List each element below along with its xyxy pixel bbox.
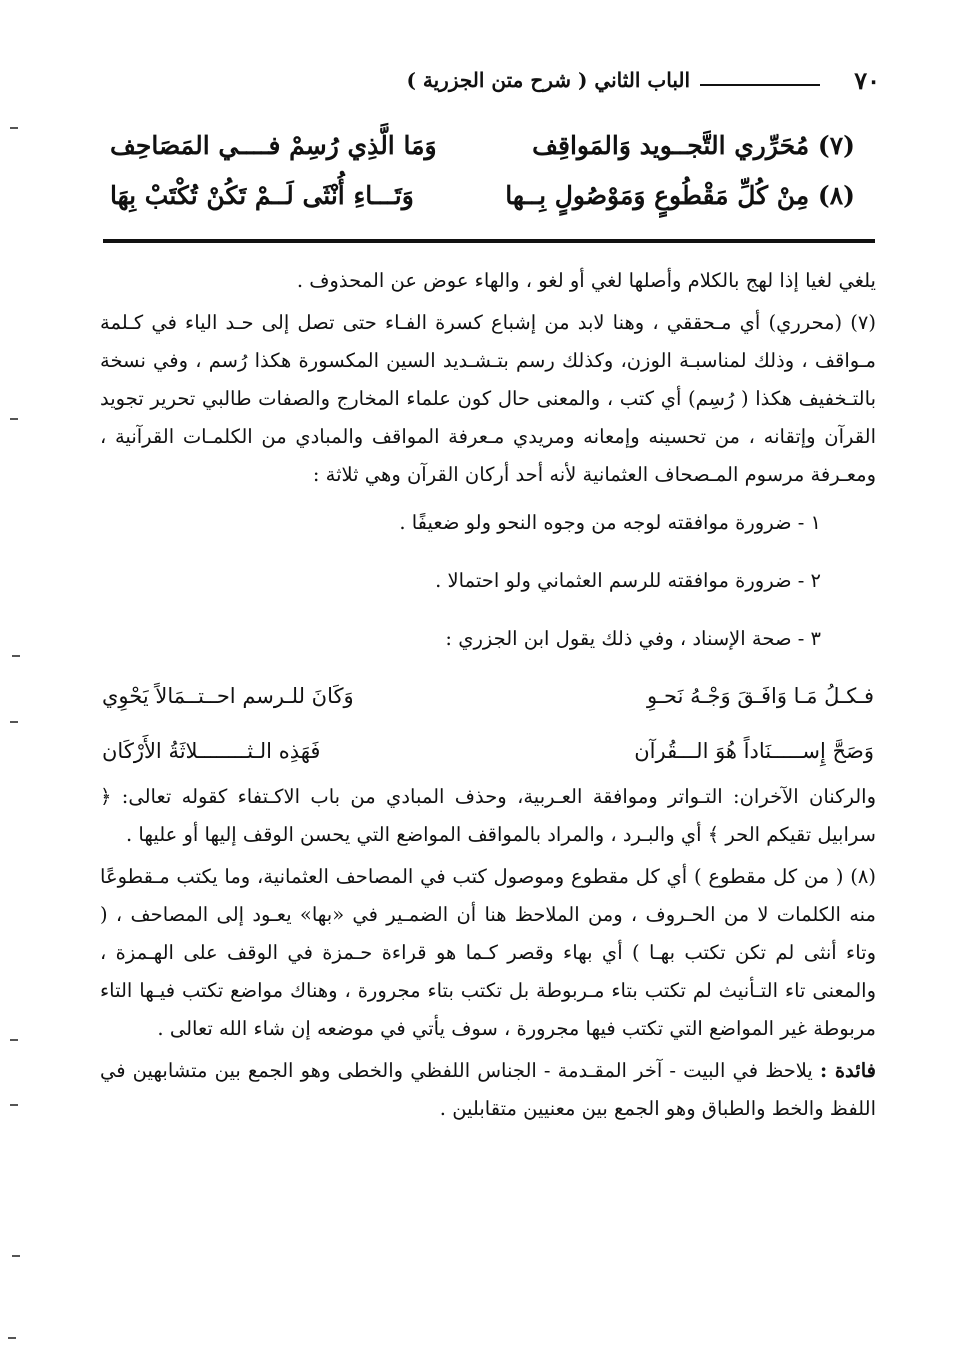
verse-first-hemistich: (٧) مُحَرِّري التَّجــويد وَالمَواقِف (532, 130, 855, 160)
list-item: ٢ - ضرورة موافقته للرسم العثماني ولو احتمالا . (435, 569, 821, 592)
page-header (100, 62, 880, 102)
after-poem-paragraph: والركنان الآخران: التـواتر وموافقة العـربية، وحذف المبادي من باب الاكـتفاء كقوله تعالى: ﴿ سرابيل تقيكم الحر ﴾ أي والبـرد ، والمراد بالمواقف المواضع التي يحسن الوقف إليها أو عليها . (100, 785, 876, 846)
poem-line (100, 723, 876, 778)
scan-speck (8, 1337, 16, 1339)
verse-second-hemistich: وَمَا الَّذِي رُسِمْ فــــي المَصَاحِف (110, 130, 437, 160)
verse-first-hemistich: (٨) مِنْ كُلِّ مَقْطُوعٍ وَمَوْصُولٍ بِــها (505, 180, 855, 210)
scan-speck (10, 721, 18, 723)
intro-paragraph: يلغي لغيا إذا لهج بالكلام وأصلها لغي أو لغو ، والهاء عوض عن المحذوف . (296, 269, 876, 292)
section-divider (103, 239, 875, 243)
header-rule (700, 84, 820, 86)
verse-line (110, 120, 855, 170)
commentary-paragraph-8: (٨) ( من كل مقطوع ) أي كل مقطوع وموصول كتب في المصاحف العثمانية، وما يكتب مـقطوعًا منه الكلمات لا من الحـروف ، ومن الملاحظ هنا أن الضمـير في «بها» يعـود إلى المصاحف ، ( وتاء أنثى لم تكن تكتب بهـا ) أي بهاء وقصر كـما هو قراءة حـمزة في الوقف على الهـمزة ، والمعنى تاء التـأنيث لم تكتب بتاء مـربوطة بل تكتب بتاء مجرورة ، وهناك مواضع تكتب فيـها التاء مربوطة غير المواضع التي تكتب فيها مجرورة ، سوف يأتي في موضعه إن شاء الله تعالى . (100, 865, 876, 1040)
note-text: يلاحظ في البيت - آخر المقـدمة - الجناس اللفظي والخطى وهو الجمع بين متشابهين في اللفظ والخط والطباق وهو الجمع بين معنيين متقابلين . (100, 1059, 876, 1120)
note-label: فائدة : (819, 1059, 876, 1082)
commentary-body (100, 262, 876, 1128)
verse-line (110, 170, 855, 220)
list-item: ١ - ضرورة موافقته لوجه من وجوه النحو ولو ضعيفًا . (399, 511, 821, 534)
scan-speck (12, 655, 20, 657)
page-number: ٧٠ (854, 66, 880, 95)
poem-first-hemistich: فـكـلُ مَـا وَافَـقَ وَجْـهُ نَحـوِ (647, 683, 874, 708)
commentary-paragraph-7: (٧) (محرري) أي مـحققي ، وهنا لابد من إشباع كسرة الفـاء حتى تصل إلى حـد الياء في كـلمة مـواقف ، وذلك لمناسبـة الوزن، وكذلك رسم بتـشـديد السين المكسورة هكذا رُسم ، وفي نسخة بالتـخفيف هكذا ( رُسِم) أي كتب ، والمعنى حال كون علماء المخارج والصفات طالبي تحرير تجويد القرآن وإتقانه ، من تحسينه وإمعانه ومريدي مـعرفة المواقف والمبادي من الكلمـات القرآنية ، ومعـرفة مرسوم المـصحاف العثمانية لأنه أحد أركان القرآن وهي ثلاثة : (100, 311, 876, 486)
note-paragraph (100, 1052, 876, 1128)
scan-speck (10, 127, 18, 129)
scan-speck (10, 1104, 18, 1106)
poem-second-hemistich: وَكَانَ للـرسم احــتــمَالاً يَحْوِي (102, 683, 354, 708)
verse-second-hemistich: وَتَـــاءِ أُنْثَى لَــمْ تَكُنْ تُكْتَبْ بِهَا (110, 180, 414, 210)
scan-speck (12, 1255, 20, 1257)
poem-second-hemistich: فَهَذِه الـثــــــــلاثَةُ الأَرْكَان (102, 738, 321, 763)
scan-speck (10, 418, 18, 420)
running-title: الباب الثاني ( شرح متن الجزرية ) (406, 68, 690, 92)
poem-first-hemistich: وَصَحَّ إِســـــنَاداً هُوَ الـــقُرآن (634, 738, 874, 763)
scan-speck (10, 1039, 18, 1041)
poem-line (100, 668, 876, 723)
list-item: ٣ - صحة الإسناد ، وفي ذلك يقول ابن الجزري : (445, 627, 821, 650)
matn-verses (110, 120, 855, 220)
